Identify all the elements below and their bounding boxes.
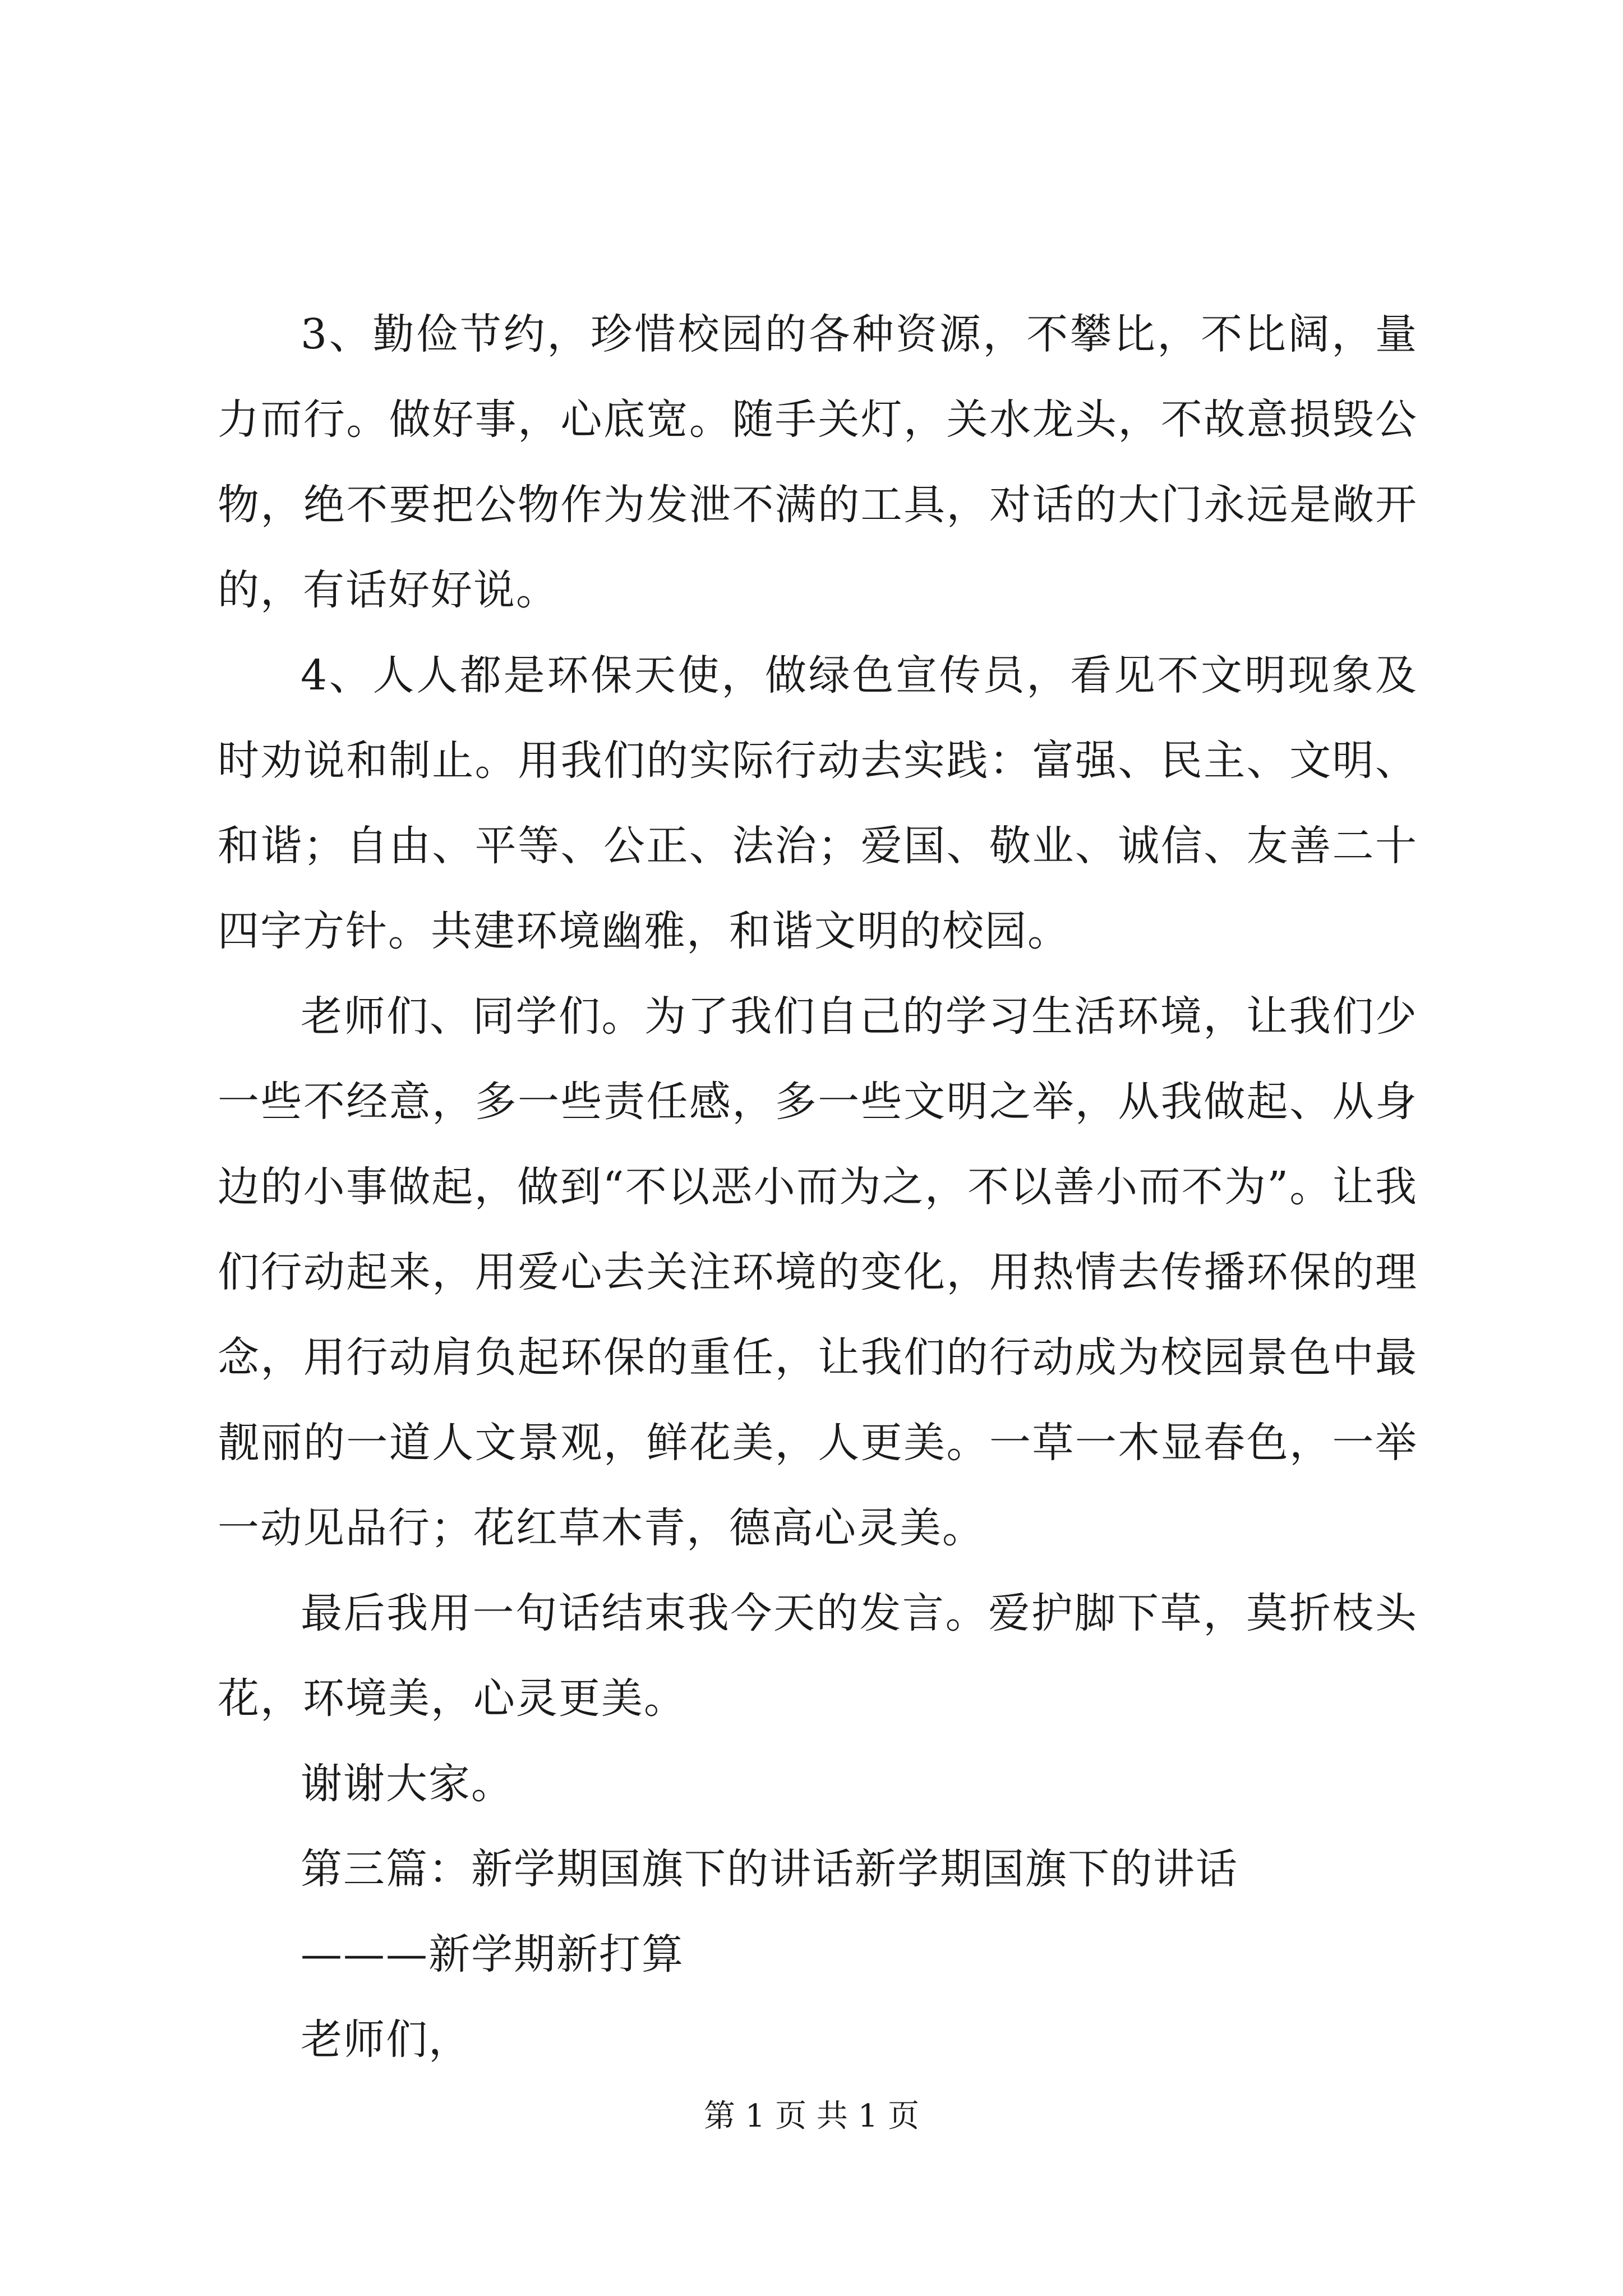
paragraph-call-to-action: 老师们、同学们。为了我们自己的学习生活环境，让我们少一些不经意，多一些责任感，多一些文明之举，从我做起、从身边的小事做起，做到“不以恶小而为之，不以善小而不为”。让我们行动起来，用爱心去关注环境的变化，用热情去传播环保的理念，用行动肩负起环保的重任，让我们的行动成为校园景色中最靓丽的一道人文景观，鲜花美，人更美。一草一木显春色，一举一动见品行；花红草木青，德高心灵美。: [218, 992, 1418, 1552]
document-body: [218, 292, 1418, 2082]
paragraph-environment-angels: 4、人人都是环保天使，做绿色宣传员，看见不文明现象及时劝说和制止。用我们的实际行动去实践：富强、民主、文明、和谐；自由、平等、公正、法治；爱国、敬业、诚信、友善二十四字方针。共建环境幽雅，和谐文明的校园。: [218, 651, 1418, 955]
page-footer: 第 1 页 共 1 页: [703, 2098, 920, 2134]
thanks-line: 谢谢大家。: [301, 1760, 514, 1808]
section-title: 第三篇：新学期国旗下的讲话新学期国旗下的讲话: [301, 1845, 1238, 1893]
paragraph-frugality: 3、勤俭节约，珍惜校园的各种资源，不攀比，不比阔，量力而行。做好事，心底宽。随手关灯，关水龙头，不故意损毁公物，绝不要把公物作为发泄不满的工具，对话的大门永远是敞开的，有话好好说。: [218, 310, 1418, 614]
section-subtitle: ———新学期新打算: [301, 1930, 684, 1978]
paragraph-closing-remarks: 最后我用一句话结束我今天的发言。爱护脚下草，莫折枝头花，环境美，心灵更美。: [218, 1589, 1418, 1723]
greeting-line: 老师们，: [301, 2016, 471, 2064]
